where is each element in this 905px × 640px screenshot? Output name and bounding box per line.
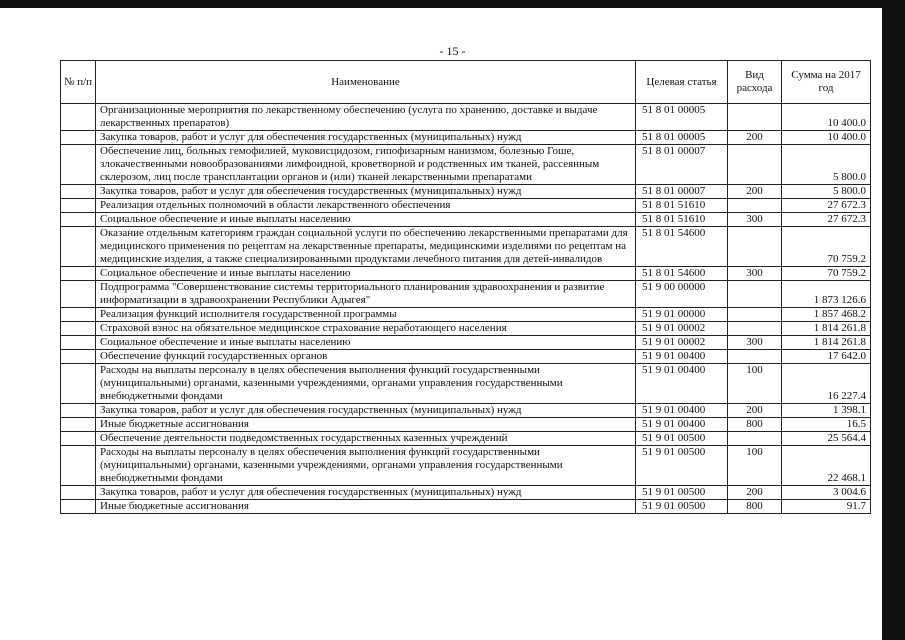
cell-sum: 22 468.1	[782, 446, 871, 486]
cell-sum: 1 814 261.8	[782, 322, 871, 336]
table-row	[61, 145, 871, 185]
cell-target: 51 8 01 54600	[636, 227, 728, 267]
cell-num	[61, 500, 96, 514]
cell-name: Расходы на выплаты персоналу в целях обеспечения выполнения функций государственными (муниципальными) органами, казенными учреждениями, органами управления государственными внебюджетными фондами	[96, 364, 636, 404]
header-name: Наименование	[96, 61, 636, 104]
table-row	[61, 418, 871, 432]
table-row	[61, 104, 871, 131]
page-number: - 15 -	[439, 44, 466, 58]
cell-name: Закупка товаров, работ и услуг для обеспечения государственных (муниципальных) нужд	[96, 404, 636, 418]
cell-name: Иные бюджетные ассигнования	[96, 500, 636, 514]
cell-num	[61, 364, 96, 404]
table-row	[61, 404, 871, 418]
cell-target: 51 9 01 00500	[636, 432, 728, 446]
cell-target: 51 8 01 00005	[636, 131, 728, 145]
cell-target: 51 8 01 51610	[636, 199, 728, 213]
header-num: № п/п	[61, 61, 96, 104]
cell-exp-type: 200	[728, 404, 782, 418]
cell-exp-type: 200	[728, 131, 782, 145]
table-row	[61, 322, 871, 336]
cell-exp-type	[728, 350, 782, 364]
cell-num	[61, 350, 96, 364]
cell-sum: 5 800.0	[782, 145, 871, 185]
cell-sum: 1 398.1	[782, 404, 871, 418]
cell-num	[61, 432, 96, 446]
table-row	[61, 213, 871, 227]
cell-name: Закупка товаров, работ и услуг для обеспечения государственных (муниципальных) нужд	[96, 131, 636, 145]
cell-name: Страховой взнос на обязательное медицинское страхование неработающего населения	[96, 322, 636, 336]
cell-num	[61, 227, 96, 267]
cell-target: 51 8 01 00007	[636, 145, 728, 185]
cell-num	[61, 486, 96, 500]
cell-name: Подпрограмма "Совершенствование системы территориального планирования здравоохранения и развитие информатизации в здравоохранении Республики Адыгея"	[96, 281, 636, 308]
cell-exp-type: 200	[728, 185, 782, 199]
cell-name: Обеспечение лиц, больных гемофилией, муковисцидозом, гипофизарным нанизмом, болезнью Гоше, злокачественными новообразованиями лимфоидной, кроветворной и родственных им тканей, рассеянным склерозом, лиц после трансплантации органов и (или) тканей лекарственными препаратами	[96, 145, 636, 185]
table-row	[61, 432, 871, 446]
cell-target: 51 9 01 00500	[636, 500, 728, 514]
cell-target: 51 9 00 00000	[636, 281, 728, 308]
cell-target: 51 8 01 00007	[636, 185, 728, 199]
cell-name: Закупка товаров, работ и услуг для обеспечения государственных (муниципальных) нужд	[96, 185, 636, 199]
cell-sum: 1 814 261.8	[782, 336, 871, 350]
cell-target: 51 8 01 54600	[636, 267, 728, 281]
budget-table	[60, 60, 871, 514]
cell-sum: 3 004.6	[782, 486, 871, 500]
cell-exp-type: 200	[728, 486, 782, 500]
cell-num	[61, 308, 96, 322]
table-row	[61, 350, 871, 364]
table-header-row	[61, 61, 871, 104]
cell-name: Обеспечение деятельности подведомственных государственных казенных учреждений	[96, 432, 636, 446]
cell-name: Социальное обеспечение и иные выплаты населению	[96, 267, 636, 281]
cell-name: Реализация отдельных полномочий в области лекарственного обеспечения	[96, 199, 636, 213]
cell-exp-type	[728, 104, 782, 131]
cell-name: Иные бюджетные ассигнования	[96, 418, 636, 432]
cell-exp-type	[728, 432, 782, 446]
cell-target: 51 9 01 00500	[636, 486, 728, 500]
cell-exp-type	[728, 199, 782, 213]
cell-num	[61, 418, 96, 432]
table-row	[61, 227, 871, 267]
table-row	[61, 131, 871, 145]
table-row	[61, 281, 871, 308]
cell-target: 51 9 01 00000	[636, 308, 728, 322]
cell-target: 51 9 01 00002	[636, 336, 728, 350]
cell-name: Оказание отдельным категориям граждан социальной услуги по обеспечению лекарственными препаратами для медицинского применения по рецептам на лекарственные препараты, медицинскими изделиями по рецептам на медицинские изделия, а также специализированными продуктами лечебного питания для детей-инвалидов	[96, 227, 636, 267]
cell-exp-type	[728, 227, 782, 267]
cell-num	[61, 131, 96, 145]
header-exp-type: Вид расхода	[728, 61, 782, 104]
header-target: Целевая статья	[636, 61, 728, 104]
cell-num	[61, 446, 96, 486]
cell-target: 51 8 01 00005	[636, 104, 728, 131]
table-row	[61, 267, 871, 281]
cell-sum: 5 800.0	[782, 185, 871, 199]
cell-sum: 17 642.0	[782, 350, 871, 364]
cell-target: 51 9 01 00400	[636, 404, 728, 418]
cell-target: 51 9 01 00400	[636, 364, 728, 404]
cell-num	[61, 104, 96, 131]
cell-sum: 91.7	[782, 500, 871, 514]
scan-right-border	[882, 0, 905, 640]
table-row	[61, 199, 871, 213]
cell-target: 51 9 01 00400	[636, 418, 728, 432]
cell-num	[61, 199, 96, 213]
cell-sum: 1 857 468.2	[782, 308, 871, 322]
cell-sum: 70 759.2	[782, 267, 871, 281]
cell-exp-type: 300	[728, 336, 782, 350]
cell-exp-type: 300	[728, 213, 782, 227]
header-sum: Сумма на 2017 год	[782, 61, 871, 104]
cell-num	[61, 404, 96, 418]
cell-name: Обеспечение функций государственных органов	[96, 350, 636, 364]
cell-sum: 27 672.3	[782, 199, 871, 213]
cell-exp-type	[728, 145, 782, 185]
table-row	[61, 185, 871, 199]
cell-sum: 10 400.0	[782, 104, 871, 131]
cell-name: Организационные мероприятия по лекарственному обеспечению (услуга по хранению, доставке и выдаче лекарственных препаратов)	[96, 104, 636, 131]
cell-num	[61, 267, 96, 281]
table-row	[61, 336, 871, 350]
cell-name: Социальное обеспечение и иные выплаты населению	[96, 213, 636, 227]
cell-sum: 10 400.0	[782, 131, 871, 145]
cell-sum: 70 759.2	[782, 227, 871, 267]
cell-sum: 1 873 126.6	[782, 281, 871, 308]
cell-name: Социальное обеспечение и иные выплаты населению	[96, 336, 636, 350]
cell-num	[61, 322, 96, 336]
cell-target: 51 9 01 00500	[636, 446, 728, 486]
cell-num	[61, 145, 96, 185]
cell-num	[61, 281, 96, 308]
cell-name: Расходы на выплаты персоналу в целях обеспечения выполнения функций государственными (муниципальными) органами, казенными учреждениями, органами управления государственными внебюджетными фондами	[96, 446, 636, 486]
cell-sum: 25 564.4	[782, 432, 871, 446]
table-row	[61, 500, 871, 514]
cell-exp-type: 100	[728, 364, 782, 404]
cell-target: 51 9 01 00400	[636, 350, 728, 364]
cell-exp-type: 100	[728, 446, 782, 486]
table-row	[61, 364, 871, 404]
scan-top-border	[0, 0, 905, 8]
cell-num	[61, 185, 96, 199]
cell-num	[61, 213, 96, 227]
table-row	[61, 446, 871, 486]
cell-exp-type: 800	[728, 418, 782, 432]
cell-exp-type	[728, 308, 782, 322]
cell-name: Закупка товаров, работ и услуг для обеспечения государственных (муниципальных) нужд	[96, 486, 636, 500]
cell-sum: 16.5	[782, 418, 871, 432]
cell-exp-type: 800	[728, 500, 782, 514]
cell-exp-type	[728, 281, 782, 308]
cell-exp-type: 300	[728, 267, 782, 281]
cell-num	[61, 336, 96, 350]
table-row	[61, 486, 871, 500]
cell-target: 51 9 01 00002	[636, 322, 728, 336]
cell-exp-type	[728, 322, 782, 336]
table-row	[61, 308, 871, 322]
cell-target: 51 8 01 51610	[636, 213, 728, 227]
cell-sum: 27 672.3	[782, 213, 871, 227]
cell-sum: 16 227.4	[782, 364, 871, 404]
cell-name: Реализация функций исполнителя государственной программы	[96, 308, 636, 322]
